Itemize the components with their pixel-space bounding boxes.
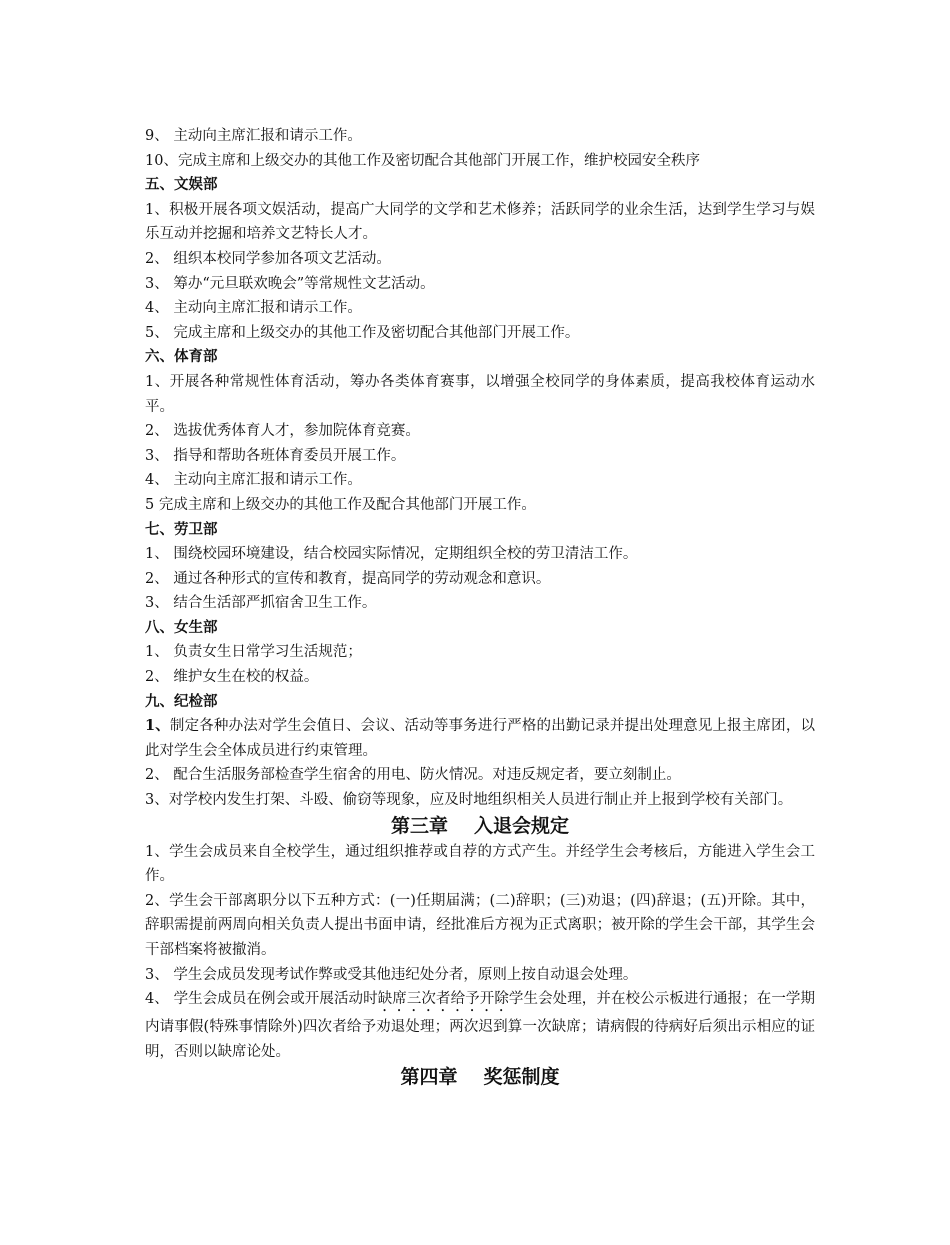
chapter-4-label: 第四章 [400,1066,458,1089]
security-item-9: 9、 主动向主席汇报和请示工作。 [145,128,362,144]
discipline-item-3: 3、对学校内发生打架、斗殴、偷窃等现象，应及时地组织相关人员进行制止并上报到学校有关部门。 [145,792,793,809]
chapter-4-title: 奖惩制度 [483,1066,560,1089]
entertainment-item-5: 5、 完成主席和上级交办的其他工作及密切配合其他部门开展工作。 [145,324,580,341]
sports-item-1: 1、开展各种常规性体育活动，筹办各类体育赛事，以增强全校同学的身体素质，提高我校体育运动水平。 [145,373,815,415]
section-heading-discipline: 九、纪检部 [145,693,218,710]
chapter-3-item-4-pre: 4、 学生会成员在例会或开展活动时 [145,991,378,1008]
chapter-3-item-4 [145,987,815,1064]
sports-item-4: 4、 主动向主席汇报和请示工作。 [145,472,362,489]
discipline-item-1 [145,714,815,763]
chapter-3-item-3: 3、 学生会成员发现考试作弊或受其他违纪处分者，原则上按自动退会处理。 [145,966,638,983]
labor-item-2: 2、 通过各种形式的宣传和教育，提高同学的劳动观念和意识。 [145,570,551,587]
labor-item-3: 3、 结合生活部严抓宿舍卫生工作。 [145,595,377,612]
entertainment-item-1: 1、积极开展各项文娱活动，提高广大同学的文学和艺术修养；活跃同学的业余生活，达到学生学习与娱乐互动并挖掘和培养文艺特长人才。 [145,201,815,243]
section-heading-entertainment: 五、文娱部 [145,177,218,194]
section-heading-sports: 六、体育部 [145,349,218,366]
section-heading-girls: 八、女生部 [145,619,218,636]
chapter-3-label: 第三章 [390,814,448,837]
chapter-3-heading [145,813,815,840]
girls-item-2: 2、 维护女生在校的权益。 [145,669,319,686]
security-item-10: 10、完成主席和上级交办的其他工作及密切配合其他部门开展工作，维护校园安全秩序 [145,152,700,169]
chapter-4-heading [145,1064,815,1091]
chapter-3-item-4-emphasis: 缺席三次者给予开除 [377,991,509,1008]
entertainment-item-4: 4、 主动向主席汇报和请示工作。 [145,300,362,317]
chapter-3-item-2: 2、学生会干部离职分以下五种方式：(一)任期届满；(二)辞职；(三)劝退；(四)辞退；(五)开除。其中，辞职需提前两周向相关负责人提出书面申请，经批准后方视为正式离职；被开除的学生会干部，其学生会干部档案将被撤消。 [145,892,815,958]
girls-item-1: 1、 负责女生日常学习生活规范； [145,644,362,661]
discipline-item-1-number: 1、 [145,717,170,735]
discipline-item-1-text: 制定各种办法对学生会值日、会议、活动等事务进行严格的出勤记录并提出处理意见上报主席团，以此对学生会全体成员进行约束管理。 [145,718,815,759]
chapter-3-item-1: 1、学生会成员来自全校学生，通过组织推荐或自荐的方式产生。并经学生会考核后，方能进入学生会工作。 [145,843,815,885]
document-body [145,124,815,1091]
entertainment-item-2: 2、 组织本校同学参加各项文艺活动。 [145,250,391,267]
sports-item-5: 5 完成主席和上级交办的其他工作及配合其他部门开展工作。 [145,496,536,513]
section-heading-labor: 七、劳卫部 [145,521,218,538]
discipline-item-2: 2、 配合生活服务部检查学生宿舍的用电、防火情况。对违反规定者，要立刻制止。 [145,767,681,784]
labor-item-1: 1、 围绕校园环境建设，结合校园实际情况，定期组织全校的劳卫清洁工作。 [145,546,638,563]
sports-item-3: 3、 指导和帮助各班体育委员开展工作。 [145,447,406,464]
chapter-3-title: 入退会规定 [474,814,570,837]
sports-item-2: 2、 选拔优秀体育人才，参加院体育竞赛。 [145,423,420,440]
entertainment-item-3: 3、 筹办“元旦联欢晚会”等常规性文艺活动。 [145,275,435,292]
chapter-3-item-4-post: 学生会处理，并在校公示板进行通报；在一学期内请事假(特殊事情除外)四次者给予劝退处理；两次迟到算一次缺席；请病假的待病好后须出示相应的证明，否则以缺席论处。 [145,991,815,1060]
